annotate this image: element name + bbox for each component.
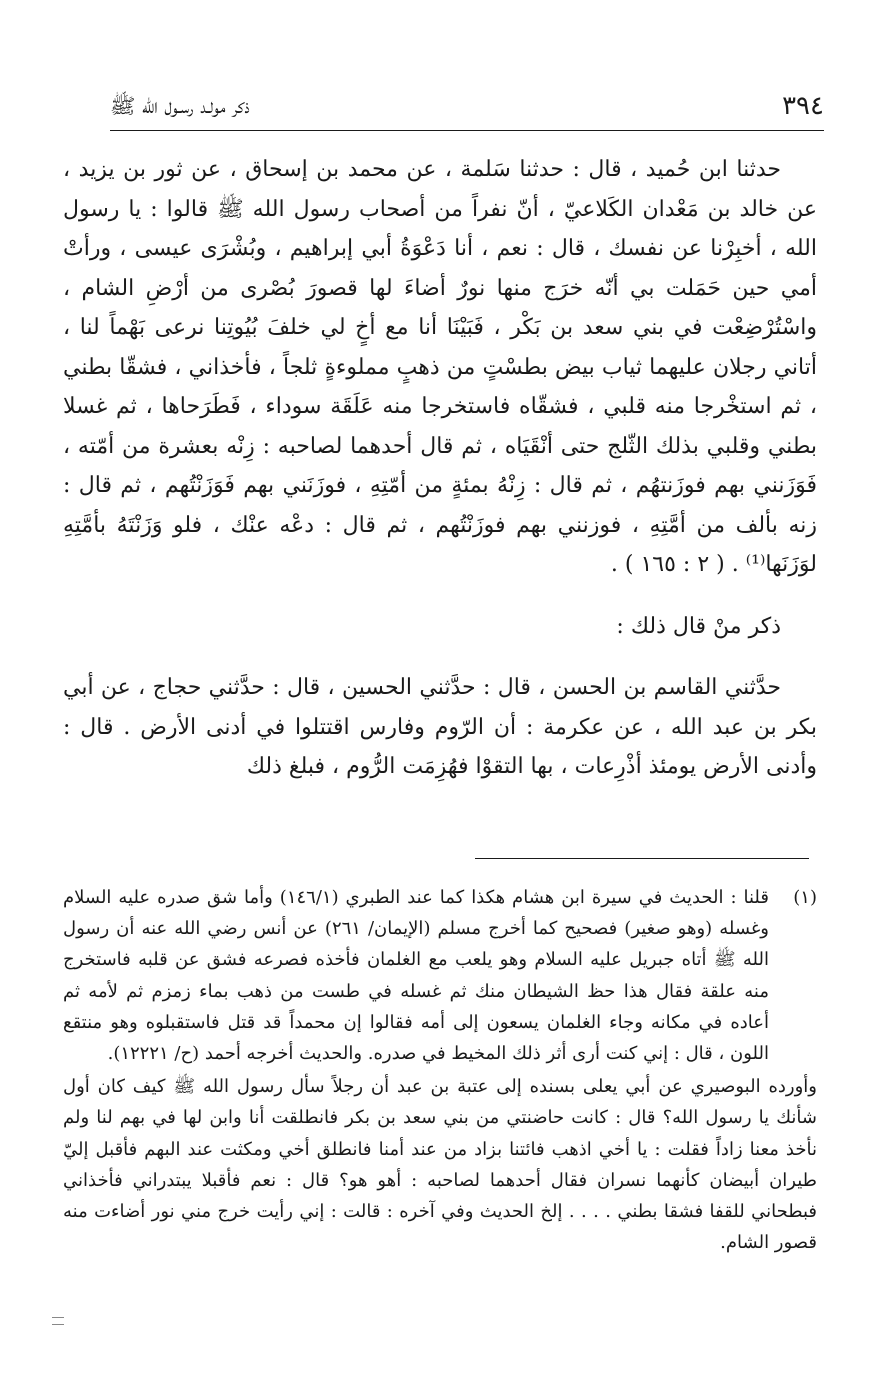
main-text <box>63 150 817 787</box>
header-rule <box>110 130 824 131</box>
footnotes <box>63 882 817 1258</box>
section-heading: ذكر منْ قال ذلك : <box>616 613 781 639</box>
running-head <box>110 86 824 126</box>
footnote-text: قلنا : الحديث في سيرة ابن هشام هكذا كما عند الطبري (١٤٦/١) وأما شق صدره عليه السلام وغسله (وهو صغير) فصحيح كما أخرج مسلم (الإيمان/ ٢٦١) عن أنس رضي الله عنه أن رسول الله ﷺ أتاه جبريل عليه السلام وهو يلعب مع الغلمان فأخذه فصرعه فشق عن قلبه فاستخرج منه علقة فقال هذا حظ الشيطان منك ثم غسله في طست من ذهب بماء زمزم ثم لأمه ثم أعاده في مكانه وجاء الغلمان يسعون إلى أمه فقالوا إن محمداً قد قتل فاستقبلوه وهو منتقع اللون ، قال : إني كنت أرى أثر ذلك المخيط في صدره. والحديث أخرجه أحمد (ح/ ١٢٢٢١). <box>63 887 769 1065</box>
footnote-mark: (١) <box>793 887 817 908</box>
body-paragraph: حدثنا ابن حُميد ، قال : حدثنا سَلمة ، عن محمد بن إسحاق ، عن ثور بن يزيد ، عن خالد بن مَعْدان الكَلاعيّ ، أنّ نفراً من أصحاب رسول الله ﷺ قالوا : يا رسول الله ، أخبِرْنا عن نفسك ، قال : نعم ، أنا دَعْوَةُ أبي إبراهيم ، وبُشْرَى عيسى ، ورأتْ أمي حين حَمَلت بي أنّه خرَج منها نورٌ أضاءَ لها قصورَ بُصْرى من أرْضِ الشام ، واسْتُرْضِعْت في بني سعد بن بَكْر ، فَبَيْنَا أنا مع أخٍ لي خلفَ بُيُوتِنا نرعى بَهْماً لنا ، أتاني رجلان عليهما ثياب بيض بطسْتٍ من ذهبٍ مملوءةٍ ثلجاً ، فأخذاني ، فشقّا بطني ، ثم استخْرجا منه قلبي ، فشقّاه فاستخرجا منه عَلَقَة سوداء ، فَطَرَحاها ، ثم غسلا بطني وقلبي بذلك الثّلج حتى أنْقَيَاه ، ثم قال أحدهما لصاحبه : زِنْه بعشرة من أمّته ، فَوَزَنني بهم فوزَنتهُم ، ثم قال : زِنْهُ بمئةٍ من أمّتِهِ ، فوزَنَني بهم فَوَزَنْتُهم ، ثم قال : زنه بألف من أمَّتِهِ ، فوزنني بهم فوزَنْتُهم ، ثم قال : دعْه عنْك ، فلو وَزَنْتَهُ بأمَّتِهِ لوَزَنَها⁽¹⁾ . ( ٢ : ١٦٥ ) . <box>63 157 817 577</box>
margin-mark <box>52 1317 64 1325</box>
footnote-separator <box>475 858 809 859</box>
footnote-continuation: وأورده البوصيري عن أبي يعلى بسنده إلى عتبة بن عبد أن رجلاً سأل رسول الله ﷺ كيف كان أول شأنك يا رسول الله؟ قال : كانت حاضنتي من بني سعد بن بكر فانطلقت أنا وابن لها في بهم لنا ولم نأخذ معنا زاداً فقلت : يا أخي اذهب فائتنا بزاد من عند أمنا فانطلق أخي ومكثت عند البهم فأقبل إليّ طيران أبيضان كأنهما نسران فقال أحدهما لصاحبه : أهو هو؟ قال : نعم فأقبلا يبتدراني فأخذاني فبطحاني للقفا فشقا بطني . . . . إلخ الحديث وفي آخره : قالت : إني رأيت خرج مني نور أضاءت منه قصور الشام. <box>63 1076 817 1254</box>
footnote-1 <box>63 882 817 1069</box>
body-paragraph: حدَّثني القاسم بن الحسن ، قال : حدَّثني الحسين ، قال : حدَّثني حجاج ، عن أبي بكر بن عبد الله ، عن عكرمة : أن الرّوم وفارس اقتتلوا في أدنى الأرض . قال : وأدنى الأرض يومئذ أذْرِعات ، بها التقوْا فهُزِمَت الرُّوم ، فبلغ ذلك <box>63 675 817 779</box>
page-number: ٣٩٤ <box>782 91 824 121</box>
running-title: ذكر مولـد رسـول الله ﷺ <box>110 94 250 118</box>
